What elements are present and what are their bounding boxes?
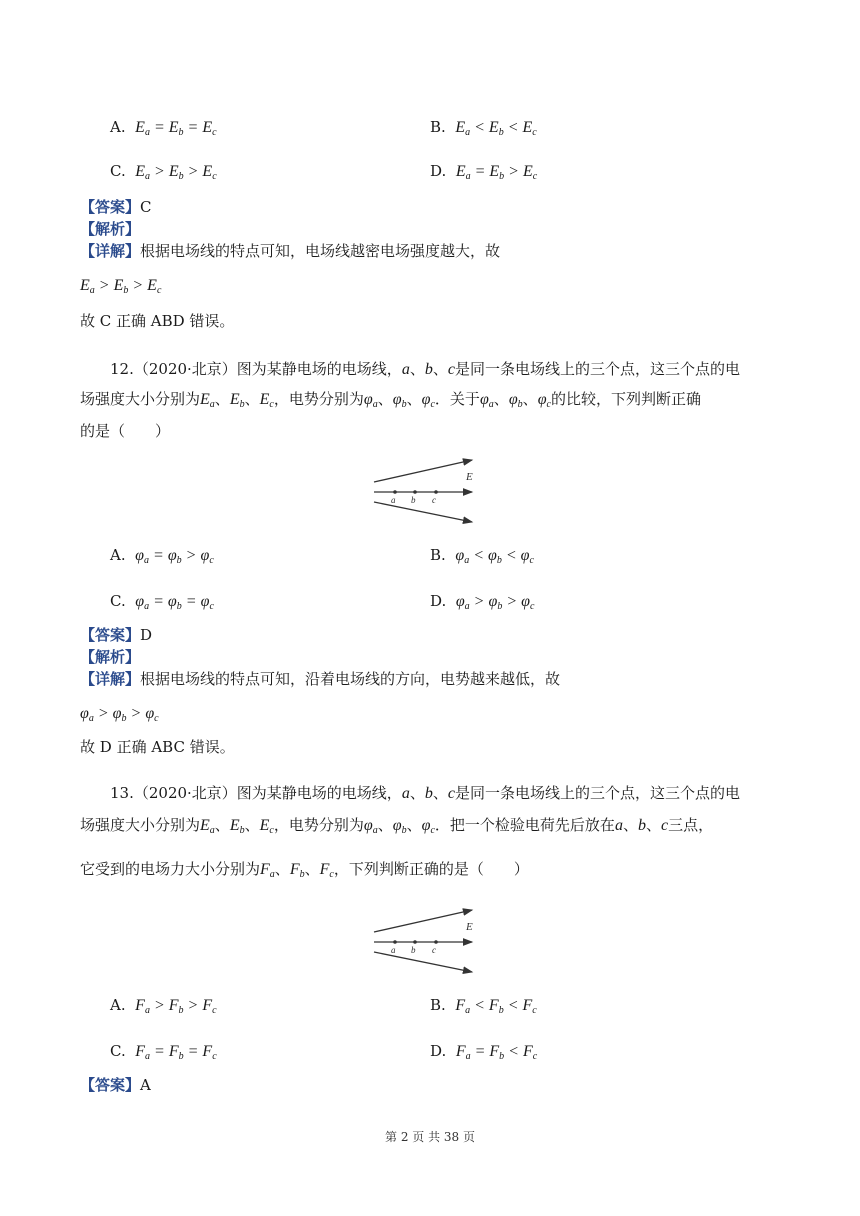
field-line-bottom [374, 502, 472, 522]
field-line-top [374, 910, 472, 932]
q11-detail: 【详解】根据电场线的特点可知，电场线越密电场强度越大，故 [80, 242, 501, 260]
q11-option-b: B. $E_a < E_b < E_c$ [430, 118, 537, 138]
field-line-top [374, 460, 472, 482]
q13-option-d: D. $F_a = F_b < F_c$ [430, 1042, 538, 1062]
field-label: E [466, 921, 473, 933]
q12-option-a: A. $\varphi_a = \varphi_b > \varphi_c$ [110, 546, 214, 566]
q11-answer: 【答案】C [80, 198, 152, 216]
point-c [434, 490, 438, 494]
q12-field-diagram [368, 454, 480, 526]
q13-option-b: B. $F_a < F_b < F_c$ [430, 996, 537, 1016]
q13-answer: 【答案】A [80, 1076, 151, 1094]
point-b [413, 490, 417, 494]
q12-detail-formula: $\varphi_a > \varphi_b > \varphi_c$ [80, 705, 159, 724]
q13-stem-line3: 它受到的电场力大小分别为$F_a$、$F_b$、$F_c$，下列判断正确的是（ ） [80, 860, 529, 880]
q11-option-d: D. $E_a = E_b > E_c$ [430, 162, 538, 182]
label-a: a [391, 495, 396, 505]
q13-option-c: C. $F_a = F_b = F_c$ [110, 1042, 217, 1062]
q11-conclusion: 故 C 正确 ABD 错误。 [80, 312, 235, 330]
q12-option-d: D. $\varphi_a > \varphi_b > \varphi_c$ [430, 592, 535, 612]
point-a [393, 940, 397, 944]
q13-field-diagram [368, 904, 480, 976]
q12-option-b: B. $\varphi_a < \varphi_b < \varphi_c$ [430, 546, 534, 566]
q11-detail-formula: $E_a > E_b > E_c$ [80, 277, 162, 296]
page-footer: 第 2 页 共 38 页 [385, 1130, 475, 1144]
q12-stem-line1: 12.（2020·北京）图为某静电场的电场线，a、b、c是同一条电场线上的三个点，这三个点的电 [110, 360, 740, 378]
label-b: b [411, 495, 416, 505]
field-label: E [466, 471, 473, 483]
q12-answer: 【答案】D [80, 626, 153, 644]
label-b: b [411, 945, 416, 955]
q11-analysis: 【解析】 [80, 220, 141, 238]
label-c: c [432, 945, 436, 955]
q12-option-c: C. $\varphi_a = \varphi_b = \varphi_c$ [110, 592, 214, 612]
q13-stem-line1: 13.（2020·北京）图为某静电场的电场线，a、b、c是同一条电场线上的三个点，这三个点的电 [110, 784, 740, 802]
q12-detail: 【详解】根据电场线的特点可知，沿着电场线的方向，电势越来越低，故 [80, 670, 561, 688]
label-c: c [432, 495, 436, 505]
field-line-bottom [374, 952, 472, 972]
q12-stem-line3: 的是（ ） [80, 422, 171, 440]
point-a [393, 490, 397, 494]
q11-option-c: C. $E_a > E_b > E_c$ [110, 162, 217, 182]
q12-conclusion: 故 D 正确 ABC 错误。 [80, 738, 235, 756]
q13-stem-line2: 场强度大小分别为$E_a$、$E_b$、$E_c$，电势分别为$\varphi_a$、$\varphi_b$、$\varphi_c$．把一个检验电荷先后放在a、b、c三点， [80, 816, 714, 836]
q11-option-a: A. $E_a = E_b = E_c$ [110, 118, 217, 138]
point-b [413, 940, 417, 944]
q12-stem-line2: 场强度大小分别为$E_a$、$E_b$、$E_c$，电势分别为$\varphi_a$、$\varphi_b$、$\varphi_c$．关于$\varphi_a$、$\varphi_b$、$\varphi_c$的比较，下列判断正确 [80, 390, 702, 410]
label-a: a [391, 945, 396, 955]
q12-analysis: 【解析】 [80, 648, 141, 666]
q13-option-a: A. $F_a > F_b > F_c$ [110, 996, 217, 1016]
point-c [434, 940, 438, 944]
